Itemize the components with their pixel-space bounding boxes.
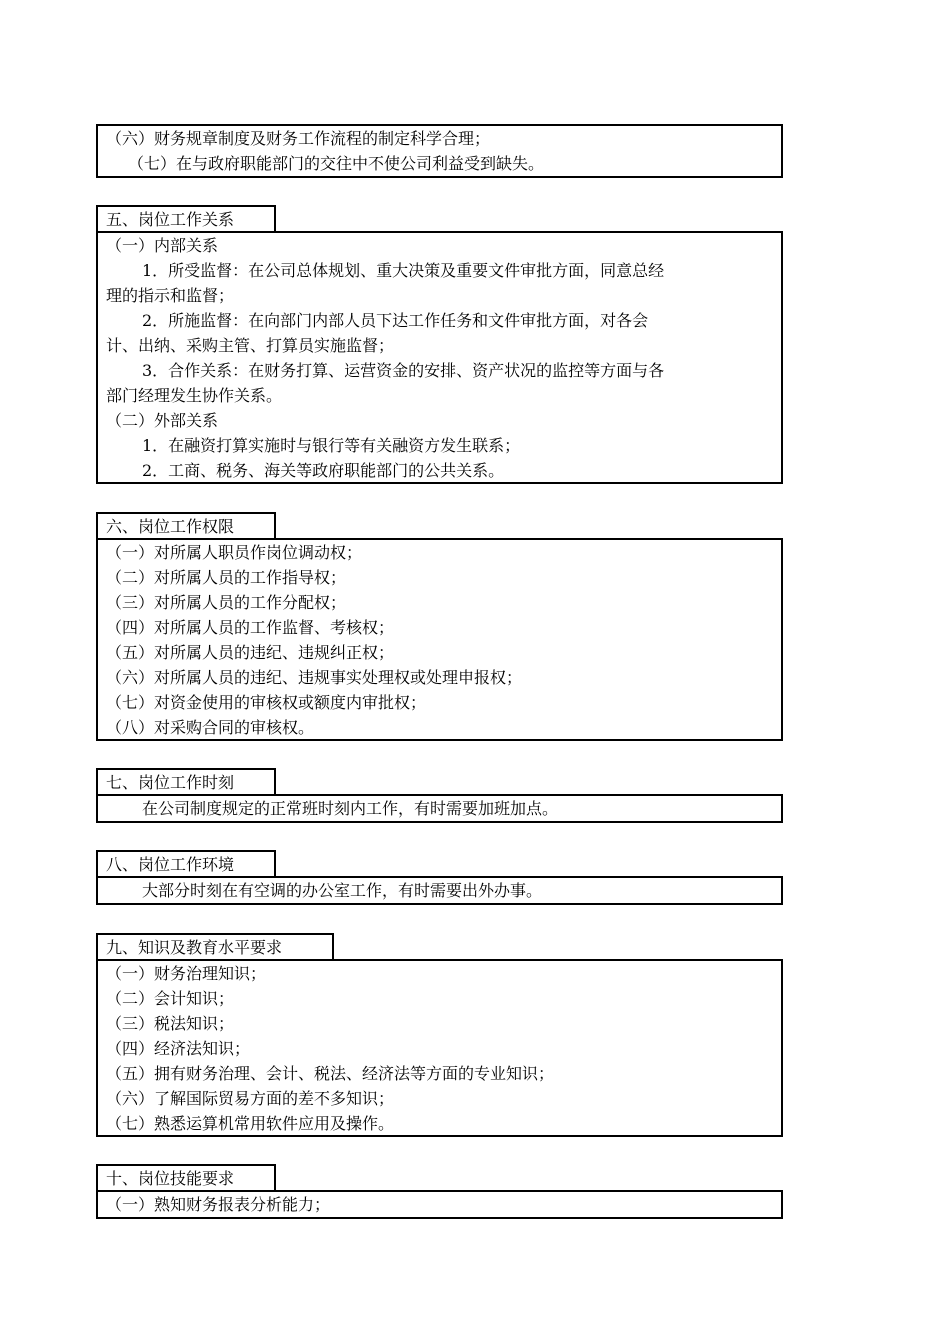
section4-tail-box <box>96 124 783 178</box>
body-line: 3．合作关系：在财务打算、运营资金的安排、资产状况的监控等方面与各 <box>142 361 665 380</box>
body-line: 部门经理发生协作关系。 <box>106 386 283 405</box>
section5-box <box>96 231 783 484</box>
section7-title: 七、岗位工作时刻 <box>96 768 276 795</box>
body-line: （八）对采购合同的审核权。 <box>106 718 315 737</box>
body-line: （五）拥有财务治理、会计、税法、经济法等方面的专业知识； <box>106 1064 555 1083</box>
body-line: 在公司制度规定的正常班时刻内工作，有时需要加班加点。 <box>142 799 559 818</box>
section7-box <box>96 794 783 823</box>
body-line: （一）对所属人职员作岗位调动权； <box>106 543 363 562</box>
body-line: 理的指示和监督； <box>106 286 235 305</box>
body-line: （四）对所属人员的工作监督、考核权； <box>106 618 395 637</box>
body-line: （五）对所属人员的违纪、违规纠正权； <box>106 643 395 662</box>
body-line: 1．在融资打算实施时与银行等有关融资方发生联系； <box>142 436 521 455</box>
section8-box <box>96 876 783 905</box>
body-line: 1．所受监督：在公司总体规划、重大决策及重要文件审批方面，同意总经 <box>142 261 665 280</box>
body-line: （六）对所属人员的违纪、违规事实处理权或处理申报权； <box>106 668 523 687</box>
section10-box <box>96 1190 783 1219</box>
body-line: 大部分时刻在有空调的办公室工作，有时需要出外办事。 <box>142 881 543 900</box>
section5-title: 五、岗位工作关系 <box>96 205 276 232</box>
body-line: 2．工商、税务、海关等政府职能部门的公共关系。 <box>142 461 505 480</box>
body-line: （一）内部关系 <box>106 236 219 255</box>
section9-box <box>96 959 783 1137</box>
section6-title: 六、岗位工作权限 <box>96 512 276 539</box>
section10-title: 十、岗位技能要求 <box>96 1164 276 1191</box>
body-line: （三）税法知识； <box>106 1014 235 1033</box>
body-line: （二）会计知识； <box>106 989 235 1008</box>
body-line: （七）在与政府职能部门的交往中不使公司利益受到缺失。 <box>128 154 545 173</box>
body-line: （二）外部关系 <box>106 411 219 430</box>
section9-title: 九、知识及教育水平要求 <box>96 933 334 960</box>
body-line: （三）对所属人员的工作分配权； <box>106 593 347 612</box>
section8-title: 八、岗位工作环境 <box>96 850 276 877</box>
body-line: （一）财务治理知识； <box>106 964 267 983</box>
section6-box <box>96 538 783 741</box>
body-line: （一）熟知财务报表分析能力； <box>106 1195 331 1214</box>
body-line: 2．所施监督：在向部门内部人员下达工作任务和文件审批方面，对各会 <box>142 311 649 330</box>
body-line: 计、出纳、采购主管、打算员实施监督； <box>106 336 395 355</box>
body-line: （七）熟悉运算机常用软件应用及操作。 <box>106 1114 395 1133</box>
body-line: （六）财务规章制度及财务工作流程的制定科学合理； <box>106 129 491 148</box>
body-line: （六）了解国际贸易方面的差不多知识； <box>106 1089 395 1108</box>
body-line: （七）对资金使用的审核权或额度内审批权； <box>106 693 427 712</box>
body-line: （二）对所属人员的工作指导权； <box>106 568 347 587</box>
body-line: （四）经济法知识； <box>106 1039 251 1058</box>
